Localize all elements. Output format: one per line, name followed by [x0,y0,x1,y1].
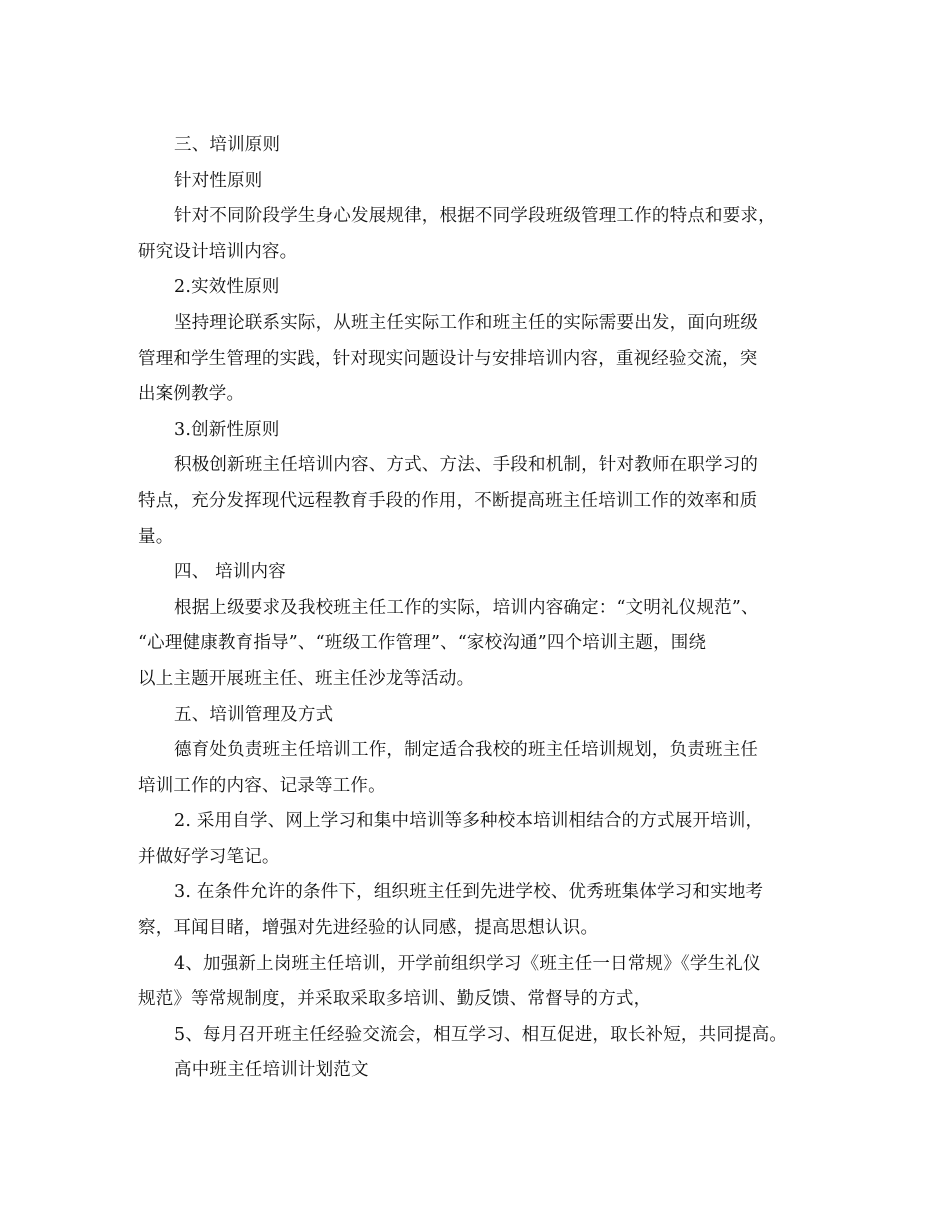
subheading-effectiveness-principle: 2.实效性原则 [174,277,280,298]
paragraph-line: 积极创新班主任培训内容、方式、方法、手段和机制，针对教师在职学习的 [174,455,759,476]
paragraph-line: 德育处负责班主任培训工作，制定适合我校的班主任培训规划，负责班主任 [174,740,759,761]
subheading-innovation-principle: 3.创新性原则 [174,419,280,440]
list-item-3: 3. 在条件允许的条件下，组织班主任到先进学校、优秀班集体学习和实地考 [174,882,764,903]
paragraph-line: 根据上级要求及我校班主任工作的实际，培训内容确定：“文明礼仪规范”、 [174,597,759,618]
paragraph-line: 出案例教学。 [138,384,245,405]
next-document-title: 高中班主任培训计划范文 [174,1060,369,1081]
paragraph-line: 研究设计培训内容。 [138,241,298,262]
paragraph-line: 坚持理论联系实际，从班主任实际工作和班主任的实际需要出发，面向班级 [174,312,759,333]
section-heading-training-principles: 三、培训原则 [174,135,281,155]
list-item-4: 4、加强新上岗班主任培训，开学前组织学习《班主任一日常规》《学生礼仪 [174,953,761,974]
document-body [138,128,828,1089]
paragraph-line: 管理和学生管理的实践，针对现实问题设计与安排培训内容，重视经验交流，突 [138,348,758,369]
list-item-5: 5、每月召开班主任经验交流会，相互学习、相互促进，取长补短，共同提高。 [174,1024,788,1045]
subheading-targeted-principle: 针对性原则 [174,170,263,191]
list-item-2: 2. 采用自学、网上学习和集中培训等多种校本培训相结合的方式展开培训， [174,811,764,832]
paragraph-line: 并做好学习笔记。 [138,846,280,867]
paragraph-line: 特点，充分发挥现代远程教育手段的作用，不断提高班主任培训工作的效率和质 [138,490,758,511]
section-heading-training-content: 四、 培训内容 [174,562,286,583]
paragraph-line: 针对不同阶段学生身心发展规律，根据不同学段班级管理工作的特点和要求， [174,206,776,227]
paragraph-line: 察，耳闻目睹，增强对先进经验的认同感，提高思想认识。 [138,918,599,939]
paragraph-line: 规范》等常规制度，并采取采取多培训、勤反馈、常督导的方式， [138,989,652,1010]
paragraph-line: 培训工作的内容、记录等工作。 [138,775,386,796]
section-heading-management-methods: 五、培训管理及方式 [174,704,334,725]
paragraph-line: 量。 [138,526,174,547]
paragraph-line: “心理健康教育指导”、“班级工作管理”、“家校沟通”四个培训主题，围绕 [138,633,707,654]
paragraph-line: 以上主题开展班主任、班主任沙龙等活动。 [138,668,475,689]
